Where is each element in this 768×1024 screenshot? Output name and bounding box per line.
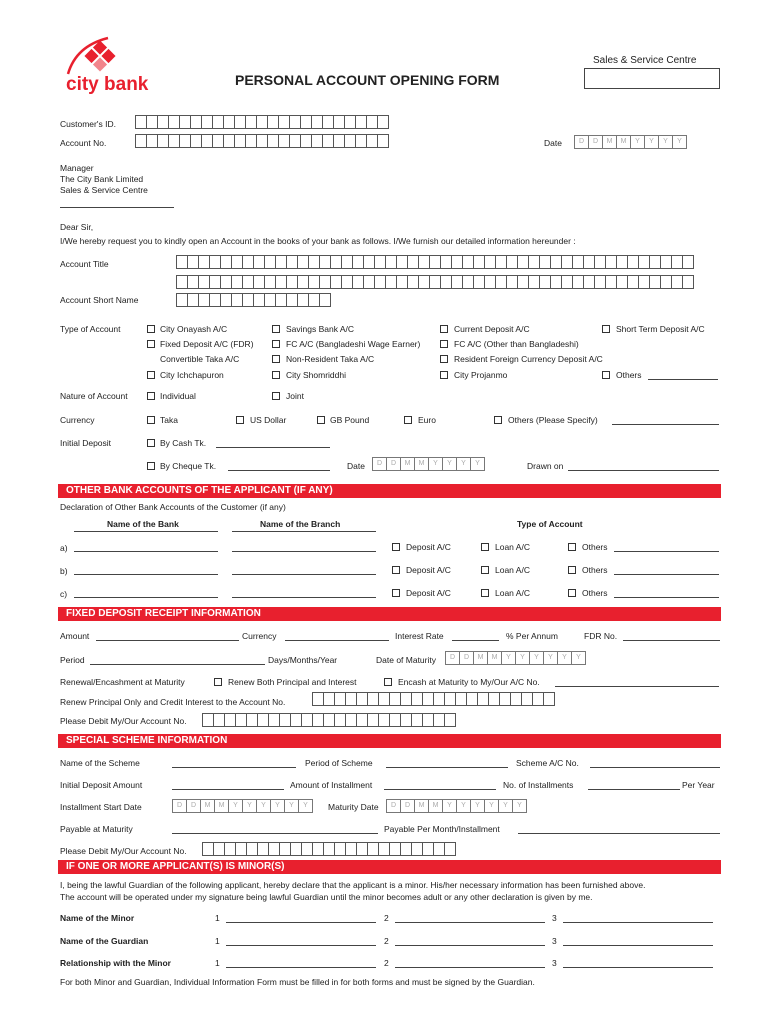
fdr-interest-label: Interest Rate bbox=[395, 631, 444, 641]
checkbox-fc-other[interactable] bbox=[440, 340, 448, 348]
fdr-no-line[interactable] bbox=[623, 640, 720, 641]
type-short-term: Short Term Deposit A/C bbox=[616, 324, 705, 334]
checkbox-projanmo[interactable] bbox=[440, 371, 448, 379]
sales-service-box[interactable] bbox=[584, 68, 720, 89]
row-b-loan-checkbox[interactable] bbox=[481, 566, 489, 574]
row-c-deposit: Deposit A/C bbox=[406, 588, 451, 598]
row-c-others-line[interactable] bbox=[614, 597, 719, 598]
cheque-date-boxes[interactable]: D D M M Y Y Y Y bbox=[372, 457, 484, 471]
currency-taka: Taka bbox=[160, 415, 178, 425]
scheme-maturity-date-boxes[interactable]: D D M M Y Y Y Y Y Y bbox=[386, 799, 526, 813]
checkbox-short-term[interactable] bbox=[602, 325, 610, 333]
type-others: Others bbox=[616, 370, 642, 380]
relationship-line-1[interactable] bbox=[226, 967, 376, 968]
row-a-others-line[interactable] bbox=[614, 551, 719, 552]
header-underline-branch bbox=[232, 531, 376, 532]
relationship-num-3: 3 bbox=[552, 958, 557, 968]
account-title-boxes-1[interactable] bbox=[176, 255, 693, 269]
by-cash-label: By Cash Tk. bbox=[160, 438, 207, 448]
customer-id-boxes[interactable] bbox=[135, 115, 388, 129]
initial-deposit-label: Initial Deposit bbox=[60, 438, 112, 448]
col-bank-name: Name of the Bank bbox=[107, 519, 179, 529]
salutation: Dear Sir, bbox=[60, 222, 94, 232]
fdr-interest-line[interactable] bbox=[452, 640, 499, 641]
checkbox-fc-wage[interactable] bbox=[272, 340, 280, 348]
scheme-no-inst-line[interactable] bbox=[588, 789, 680, 790]
fdr-heading: FIXED DEPOSIT RECEIPT INFORMATION bbox=[58, 607, 721, 621]
scheme-start-label: Installment Start Date bbox=[60, 802, 142, 812]
scheme-no-inst-label: No. of Installments bbox=[503, 780, 574, 790]
checkbox-others-type[interactable] bbox=[602, 371, 610, 379]
name-of-guardian-label: Name of the Guardian bbox=[60, 936, 149, 946]
address-line1: Manager bbox=[60, 163, 94, 173]
guardian-num-3: 3 bbox=[552, 936, 557, 946]
fdr-per-annum: % Per Annum bbox=[506, 631, 558, 641]
row-a-others: Others bbox=[582, 542, 608, 552]
customer-id-label: Customer's ID. bbox=[60, 119, 116, 129]
renew-principal-label: Renew Principal Only and Credit Interest to the Account No. bbox=[60, 697, 286, 707]
currency-label: Currency bbox=[60, 415, 95, 425]
row-a-loan-checkbox[interactable] bbox=[481, 543, 489, 551]
checkbox-fdr[interactable] bbox=[147, 340, 155, 348]
renew-principal-boxes[interactable] bbox=[312, 692, 554, 706]
minor-heading: IF ONE OR MORE APPLICANT(S) IS MINOR(S) bbox=[58, 860, 721, 874]
row-c-others: Others bbox=[582, 588, 608, 598]
cheque-date-label: Date bbox=[347, 461, 365, 471]
drawn-on-label: Drawn on bbox=[527, 461, 564, 471]
type-of-account-label: Type of Account bbox=[60, 324, 121, 334]
row-b-loan: Loan A/C bbox=[495, 565, 530, 575]
sales-service-label: Sales & Service Centre bbox=[593, 55, 697, 66]
fdr-period-label: Period bbox=[60, 655, 85, 665]
col-branch-name: Name of the Branch bbox=[260, 519, 341, 529]
fdr-maturity-date-boxes[interactable]: D D M M Y Y Y Y Y Y bbox=[445, 651, 585, 665]
other-currency-line[interactable] bbox=[612, 424, 719, 425]
row-a-branch-line[interactable] bbox=[232, 551, 376, 552]
account-title-label: Account Title bbox=[60, 259, 109, 269]
by-cheque-label: By Cheque Tk. bbox=[160, 461, 217, 471]
scheme-per-year: Per Year bbox=[682, 780, 715, 790]
row-b-deposit: Deposit A/C bbox=[406, 565, 451, 575]
encash-line[interactable] bbox=[555, 686, 719, 687]
scheme-period-line[interactable] bbox=[386, 767, 508, 768]
account-no-label: Account No. bbox=[60, 138, 107, 148]
scheme-payable-month-label: Payable Per Month/Installment bbox=[384, 824, 500, 834]
row-c-loan-checkbox[interactable] bbox=[481, 589, 489, 597]
currency-gbp: GB Pound bbox=[330, 415, 370, 425]
fdr-currency-line[interactable] bbox=[285, 640, 389, 641]
checkbox-taka[interactable] bbox=[147, 416, 155, 424]
nature-joint: Joint bbox=[286, 391, 304, 401]
scheme-debit-label: Please Debit My/Our Account No. bbox=[60, 846, 187, 856]
address-line3: Sales & Service Centre bbox=[60, 185, 148, 195]
row-a-deposit: Deposit A/C bbox=[406, 542, 451, 552]
name-of-minor-label: Name of the Minor bbox=[60, 913, 135, 923]
row-c-loan: Loan A/C bbox=[495, 588, 530, 598]
account-short-name-label: Account Short Name bbox=[60, 295, 139, 305]
scheme-start-date-boxes[interactable]: D D M M Y Y Y Y Y Y bbox=[172, 799, 312, 813]
scheme-payable-month-line[interactable] bbox=[518, 833, 720, 834]
scheme-debit-boxes[interactable] bbox=[202, 842, 455, 856]
fdr-debit-label: Please Debit My/Our Account No. bbox=[60, 716, 187, 726]
scheme-payable-line[interactable] bbox=[172, 833, 378, 834]
type-fdr: Fixed Deposit A/C (FDR) bbox=[160, 339, 254, 349]
type-rfcd: Resident Foreign Currency Deposit A/C bbox=[454, 354, 603, 364]
checkbox-by-cash[interactable] bbox=[147, 439, 155, 447]
row-c-deposit-checkbox[interactable] bbox=[392, 589, 400, 597]
checkbox-ichchapuron[interactable] bbox=[147, 371, 155, 379]
guardian-line-2[interactable] bbox=[395, 945, 545, 946]
row-b-bank-line[interactable] bbox=[74, 574, 218, 575]
checkbox-savings[interactable] bbox=[272, 325, 280, 333]
city-bank-logo bbox=[58, 34, 173, 104]
minor-footer: For both Minor and Guardian, Individual Information Form must be filled in for both forms and must be signed by the Guardian. bbox=[60, 977, 535, 987]
scheme-ac-line[interactable] bbox=[590, 767, 720, 768]
fdr-amount-label: Amount bbox=[60, 631, 90, 641]
relationship-num-2: 2 bbox=[384, 958, 389, 968]
row-c-bank-line[interactable] bbox=[74, 597, 218, 598]
type-convertible: Convertible Taka A/C bbox=[160, 354, 240, 364]
page-title: PERSONAL ACCOUNT OPENING FORM bbox=[235, 72, 500, 88]
checkbox-by-cheque[interactable] bbox=[147, 462, 155, 470]
minor-num-2: 2 bbox=[384, 913, 389, 923]
renewal-label: Renewal/Encashment at Maturity bbox=[60, 677, 185, 687]
fdr-debit-boxes[interactable] bbox=[202, 713, 455, 727]
row-a-others-checkbox[interactable] bbox=[568, 543, 576, 551]
other-bank-declaration: Declaration of Other Bank Accounts of the Customer (if any) bbox=[60, 502, 286, 512]
request-text: I/We hereby request you to kindly open an Account in the books of your bank as follows. I/We furnish our detailed information hereunder : bbox=[60, 236, 576, 246]
checkbox-shomriddhi[interactable] bbox=[272, 371, 280, 379]
scheme-ac-label: Scheme A/C No. bbox=[516, 758, 579, 768]
checkbox-nrt[interactable] bbox=[272, 355, 280, 363]
scheme-amount-inst-line[interactable] bbox=[384, 789, 496, 790]
nature-individual: Individual bbox=[160, 391, 196, 401]
drawn-on-line[interactable] bbox=[568, 470, 719, 471]
checkbox-rfcd[interactable] bbox=[440, 355, 448, 363]
type-savings: Savings Bank A/C bbox=[286, 324, 355, 334]
type-current: Current Deposit A/C bbox=[454, 324, 530, 334]
scheme-name-label: Name of the Scheme bbox=[60, 758, 140, 768]
brand-name: city bank bbox=[66, 74, 149, 95]
checkbox-euro[interactable] bbox=[404, 416, 412, 424]
row-c-label: c) bbox=[60, 589, 68, 599]
checkbox-city-onayash[interactable] bbox=[147, 325, 155, 333]
type-ichchapuron: City Ichchapuron bbox=[160, 370, 224, 380]
renew-both-label: Renew Both Principal and Interest bbox=[228, 677, 357, 687]
address-line2: The City Bank Limited bbox=[60, 174, 144, 184]
scheme-initial-line[interactable] bbox=[172, 789, 284, 790]
scheme-initial-label: Initial Deposit Amount bbox=[60, 780, 143, 790]
row-a-label: a) bbox=[60, 543, 68, 553]
fdr-currency-label: Currency bbox=[242, 631, 277, 641]
minor-line-3[interactable] bbox=[563, 922, 713, 923]
fdr-no-label: FDR No. bbox=[584, 631, 618, 641]
type-projanmo: City Projanmo bbox=[454, 370, 508, 380]
type-city-onayash: City Onayash A/C bbox=[160, 324, 228, 334]
type-fc-wage: FC A/C (Bangladeshi Wage Earner) bbox=[286, 339, 421, 349]
row-c-others-checkbox[interactable] bbox=[568, 589, 576, 597]
row-b-label: b) bbox=[60, 566, 68, 576]
fdr-amount-line[interactable] bbox=[96, 640, 239, 641]
checkbox-other-currency[interactable] bbox=[494, 416, 502, 424]
checkbox-encash[interactable] bbox=[384, 678, 392, 686]
nature-label: Nature of Account bbox=[60, 391, 128, 401]
relationship-line-2[interactable] bbox=[395, 967, 545, 968]
type-shomriddhi: City Shomriddhi bbox=[286, 370, 346, 380]
currency-euro: Euro bbox=[418, 415, 436, 425]
minor-num-1: 1 bbox=[215, 913, 220, 923]
row-c-branch-line[interactable] bbox=[232, 597, 376, 598]
by-cheque-line[interactable] bbox=[228, 470, 330, 471]
checkbox-usd[interactable] bbox=[236, 416, 244, 424]
scheme-maturity-label: Maturity Date bbox=[328, 802, 379, 812]
type-fc-other: FC A/C (Other than Bangladeshi) bbox=[454, 339, 579, 349]
guardian-line-1[interactable] bbox=[226, 945, 376, 946]
relationship-label: Relationship with the Minor bbox=[60, 958, 171, 968]
row-a-bank-line[interactable] bbox=[74, 551, 218, 552]
scheme-payable-label: Payable at Maturity bbox=[60, 824, 133, 834]
account-title-boxes-2[interactable] bbox=[176, 275, 693, 289]
col-type: Type of Account bbox=[517, 519, 583, 529]
checkbox-individual[interactable] bbox=[147, 392, 155, 400]
other-bank-heading: OTHER BANK ACCOUNTS OF THE APPLICANT (IF ANY) bbox=[58, 484, 721, 498]
row-a-loan: Loan A/C bbox=[495, 542, 530, 552]
guardian-num-2: 2 bbox=[384, 936, 389, 946]
row-b-others-checkbox[interactable] bbox=[568, 566, 576, 574]
currency-usd: US Dollar bbox=[250, 415, 287, 425]
row-b-others: Others bbox=[582, 565, 608, 575]
minor-text-2: The account will be operated under my signature being lawful Guardian until the minor becomes adult or any other declaration is given by me. bbox=[60, 892, 593, 902]
fdr-days-label: Days/Months/Year bbox=[268, 655, 338, 665]
encash-label: Encash at Maturity to My/Our A/C No. bbox=[398, 677, 540, 687]
row-b-others-line[interactable] bbox=[614, 574, 719, 575]
checkbox-renew-both[interactable] bbox=[214, 678, 222, 686]
checkbox-current[interactable] bbox=[440, 325, 448, 333]
date-label: Date bbox=[544, 138, 562, 148]
checkbox-joint[interactable] bbox=[272, 392, 280, 400]
currency-other: Others (Please Specify) bbox=[508, 415, 598, 425]
minor-text-1: I, being the lawful Guardian of the following applicant, hereby declare that the applicant is a minor. His/her necessary information has been furnished above. bbox=[60, 880, 646, 890]
minor-line-1[interactable] bbox=[226, 922, 376, 923]
account-short-name-boxes[interactable] bbox=[176, 293, 330, 307]
address-underline[interactable] bbox=[60, 207, 174, 208]
relationship-num-1: 1 bbox=[215, 958, 220, 968]
scheme-amount-inst-label: Amount of Installment bbox=[290, 780, 373, 790]
others-type-line[interactable] bbox=[648, 379, 718, 380]
by-cash-line[interactable] bbox=[216, 447, 330, 448]
checkbox-gbp[interactable] bbox=[317, 416, 325, 424]
header-underline-bank bbox=[74, 531, 218, 532]
guardian-line-3[interactable] bbox=[563, 945, 713, 946]
scheme-heading: SPECIAL SCHEME INFORMATION bbox=[58, 734, 721, 748]
row-b-deposit-checkbox[interactable] bbox=[392, 566, 400, 574]
relationship-line-3[interactable] bbox=[563, 967, 713, 968]
guardian-num-1: 1 bbox=[215, 936, 220, 946]
scheme-period-label: Period of Scheme bbox=[305, 758, 373, 768]
fdr-maturity-label: Date of Maturity bbox=[376, 655, 436, 665]
row-b-branch-line[interactable] bbox=[232, 574, 376, 575]
row-a-deposit-checkbox[interactable] bbox=[392, 543, 400, 551]
minor-num-3: 3 bbox=[552, 913, 557, 923]
type-nrt: Non-Resident Taka A/C bbox=[286, 354, 375, 364]
scheme-name-line[interactable] bbox=[172, 767, 296, 768]
account-no-boxes[interactable] bbox=[135, 134, 388, 148]
minor-line-2[interactable] bbox=[395, 922, 545, 923]
fdr-period-line[interactable] bbox=[90, 664, 265, 665]
top-date-boxes[interactable]: D D M M Y Y Y Y bbox=[574, 135, 686, 149]
